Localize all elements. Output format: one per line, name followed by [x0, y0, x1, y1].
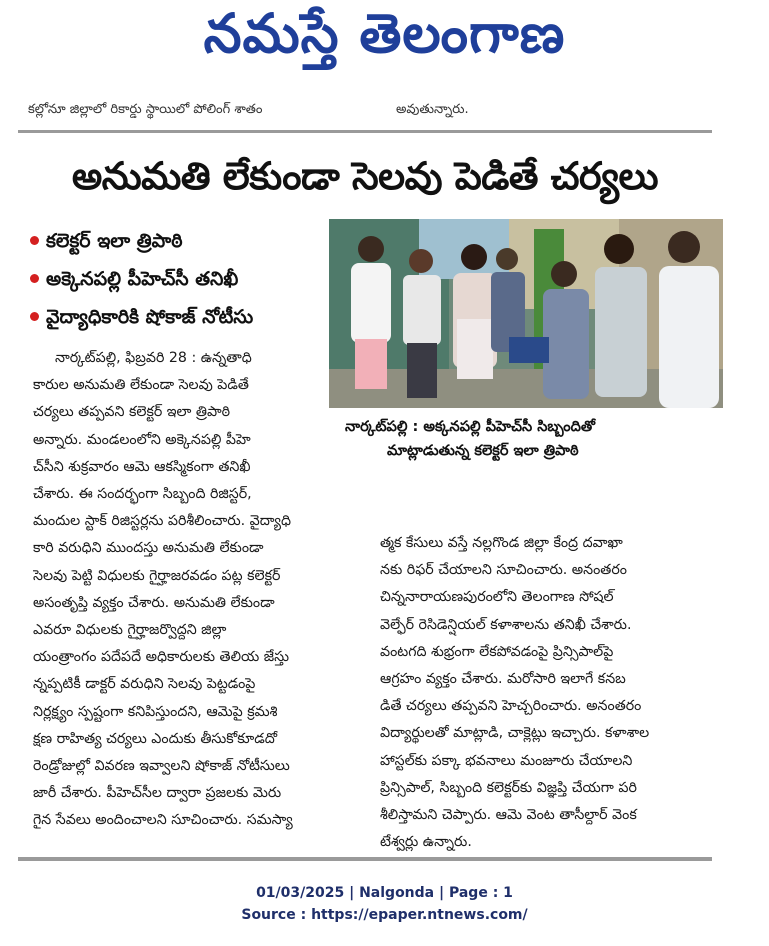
- article-line: గైన సేవలు అందించాలని సూచించారు. సమస్యా: [33, 812, 293, 829]
- article-line: చ్‌సీని శుక్రవారం ఆమె ఆకస్మికంగా తనిఖీ: [33, 458, 251, 475]
- article-column-left: [33, 345, 365, 835]
- news-photo: [329, 219, 723, 408]
- article-line: నార్కట్‌పల్లి, ఫిబ్రవరి 28 : ఉన్నతాధి: [55, 350, 252, 366]
- bullet-dot-icon: [30, 236, 39, 245]
- article-line: జారీ చేశారు. పీహెచ్‌సీల ద్వారా ప్రజలకు మెరు: [33, 785, 282, 802]
- bottom-divider: [18, 857, 712, 861]
- article-line: చిన్ననారాయణపురంలోని తెలంగాణ సోషల్: [380, 589, 614, 606]
- masthead: [0, 1, 769, 76]
- article-line: ఆగ్రహం వ్యక్తం చేశారు. మరోసారి ఇలాగే కనబ: [380, 671, 626, 688]
- bullet-text: అక్కెనపల్లి పీహెచ్‌సీ తనిఖీ: [46, 268, 239, 290]
- strip-text-right: అవుతున్నారు.: [396, 102, 469, 117]
- caption-line: మాట్లాడుతున్న కలెక్టర్ ఇలా త్రిపాఠి: [387, 443, 579, 459]
- article-line: హాస్టల్‌కు పక్కా భవనాలు మంజూరు చేయాలని: [380, 752, 633, 769]
- article-line: వంటగది శుభ్రంగా లేకపోవడంపై ప్రిన్సిపాల్‌పై: [380, 643, 614, 660]
- bullet-item: [30, 300, 325, 338]
- article-line: రెండ్రోజుల్లో వివరణ ఇవ్వాలని షోకాజ్ నోటీసులు: [33, 758, 290, 775]
- bullet-text: వైద్యాధికారికి షోకాజ్ నోటీసు: [46, 306, 254, 328]
- article-line: న్నప్పటికీ డాక్టర్ వరుధిని సెలవు పెట్టడంపై: [33, 676, 256, 693]
- photo-caption: [345, 415, 725, 463]
- article-line: కారుల అనుమతి లేకుండా సెలవు పెడితే: [33, 377, 249, 394]
- highlight-bullets: [30, 224, 325, 338]
- article-headline: అనుమతి లేకుండా సెలవు పెడితే చర్యలు: [71, 154, 659, 198]
- caption-line: నార్కట్‌పల్లి : అక్కనపల్లి పీహెచ్‌సీ సిబ్బందితో: [345, 419, 595, 435]
- masthead-title: నమస్తే తెలంగాణ: [203, 1, 566, 65]
- article-line: అసంతృప్తి వ్యక్తం చేశారు. అనుమతి లేకుండా: [33, 594, 275, 611]
- article-line: ఎవరూ విధులకు గైర్హాజర్వొద్దని జిల్లా: [33, 622, 227, 639]
- strip-text-left: కల్లోనూ జిల్లాలో రికార్డు స్థాయిలో పోలింగ్ శాతం: [28, 102, 263, 117]
- article-line: క్షణ రాహిత్య చర్యలు ఎందుకు తీసుకోకూడదో: [33, 730, 278, 747]
- bullet-text: కలెక్టర్ ఇలా త్రిపాఠి: [46, 230, 183, 252]
- article-line: వెల్ఫేర్ రెసిడెన్షియల్ కళాశాలను తనిఖీ చేశారు.: [380, 616, 632, 633]
- article-line: కారి వరుధిని ముందస్తు అనుమతి లేకుండా: [33, 540, 264, 557]
- article-line: మందుల స్టాక్ రిజిస్టర్లను పరిశీలించారు. వైద్యాధి: [33, 513, 292, 530]
- bullet-dot-icon: [30, 312, 39, 321]
- article-line: సెలవు పెట్టి విధులకు గైర్హాజరవడం పట్ల కలెక్టర్: [33, 567, 281, 584]
- article-line: చేశారు. ఈ సందర్భంగా సిబ్బంది రిజిస్టర్,: [33, 486, 252, 503]
- top-divider: [18, 130, 712, 133]
- bullet-item: [30, 224, 325, 262]
- bullet-dot-icon: [30, 274, 39, 283]
- previous-article-strip: [18, 100, 728, 122]
- bullet-item: [30, 262, 325, 300]
- article-line: టేశ్వర్లు ఉన్నారు.: [380, 834, 472, 851]
- article-line: నకు రిఫర్ చేయాలని సూచించారు. అనంతరం: [380, 562, 627, 579]
- source-link[interactable]: Source : https://epaper.ntnews.com/: [241, 907, 528, 923]
- article-column-right: [380, 530, 720, 856]
- news-photo-illustration: [329, 219, 723, 408]
- article-line: డితే చర్యలు తప్పవని హెచ్చరించారు. అనంతరం: [380, 698, 642, 715]
- article-line: చర్యలు తప్పవని కలెక్టర్ ఇలా త్రిపాఠి: [33, 404, 231, 421]
- article-line: అన్నారు. మండలంలోని అక్కెనపల్లి పీహె: [33, 431, 251, 448]
- edition-info: 01/03/2025 | Nalgonda | Page : 1: [256, 885, 513, 901]
- article-line: నిర్లక్ష్యం స్పష్టంగా కనిపిస్తుందని, ఆమెపై క్రమశి: [33, 703, 278, 720]
- article-line: ప్రిన్సిపాల్, సిబ్బంది కలెక్టర్‌కు విజ్ఞప్తి చేయగా పరి: [380, 779, 637, 796]
- article-line: విద్యార్థులతో మాట్లాడి, చాక్లెట్లు ఇచ్చారు. కళాశాల: [380, 725, 650, 742]
- article-line: యంత్రాంగం పదేపదే అధికారులకు తెలియ జేస్తు: [33, 649, 289, 666]
- article-line: శీలిస్తామని చెప్పారు. ఆమె వెంట తాసీల్దార్ వెంక: [380, 807, 637, 824]
- article-line: త్మక కేసులు వస్తే నల్లగొండ జిల్లా కేంద్ర దవాఖా: [380, 535, 623, 551]
